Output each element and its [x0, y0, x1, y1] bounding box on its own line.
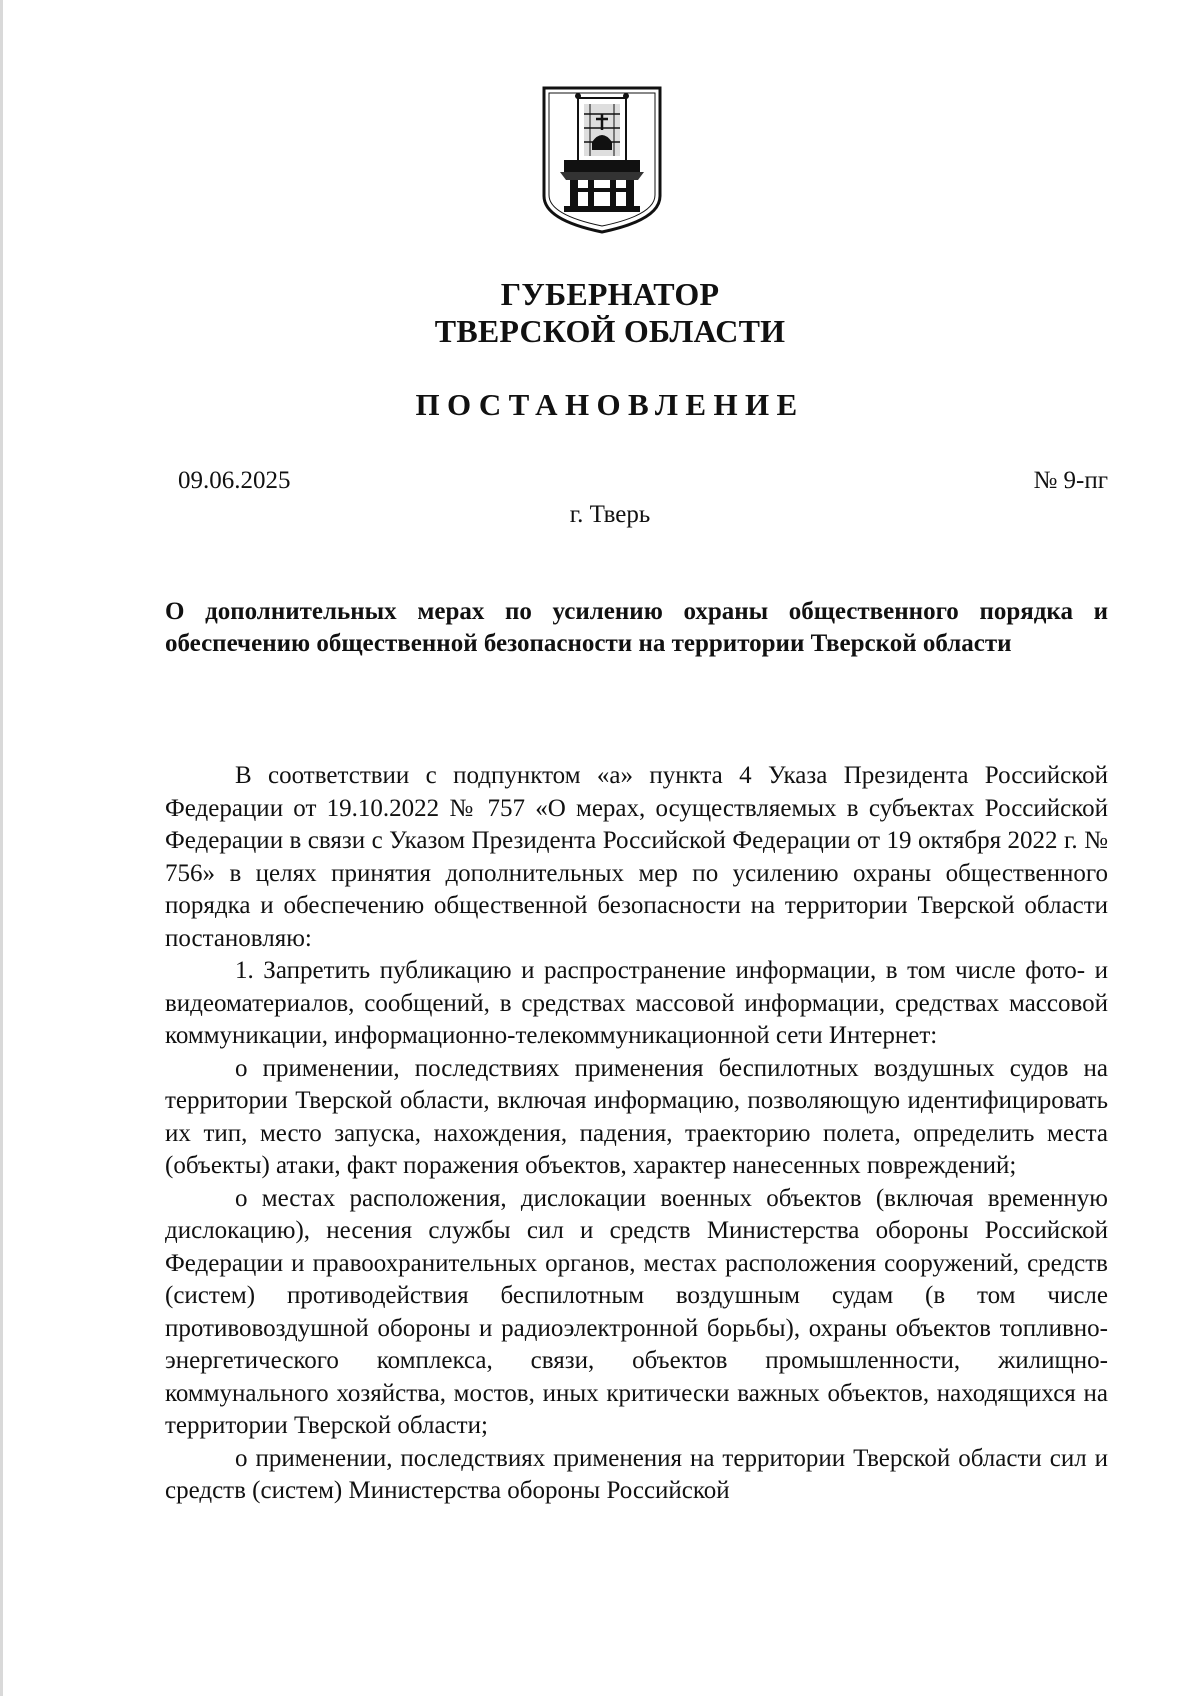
authority-line-2: ТВЕРСКОЙ ОБЛАСТИ [434, 313, 786, 349]
body-paragraph: о местах расположения, дислокации военных объектов (включая временную дислокацию), несения службы сил и средств Министерства обороны Российской Федерации и правоохранительных органов, местах расположения сооружений, средств (систем) противодействия беспилотным воздушным судам (в том числе противовоздушной обороны и радиоэлектронной борьбы), охраны объектов топливно-энергетического комплекса, связи, объектов промышленности, жилищно-коммунального хозяйства, мостов, иных критически важных объектов, находящихся на территории Тверской области; [165, 1184, 1108, 1439]
authority-line-1: ГУБЕРНАТОР [500, 276, 720, 312]
body-paragraph: 1. Запретить публикацию и распространение информации, в том числе фото- и видеоматериалов, сообщений, в средствах массовой информации, средствах массовой коммуникации, информационно-телекоммуникационной сети Интернет: [165, 957, 1108, 1049]
document-body [165, 760, 1108, 1508]
document-date: 09.06.2025 [178, 467, 291, 494]
document-type-heading: ПОСТАНОВЛЕНИЕ [415, 387, 805, 422]
document-title: О дополнительных мерах по усилению охраны общественного порядка и обеспечению общественной безопасности на территории Тверской области [165, 598, 1108, 657]
body-paragraph: о применении, последствиях применения на территории Тверской области сил и средств (систем) Министерства обороны Российской [165, 1444, 1108, 1504]
body-paragraph: В соответствии с подпунктом «а» пункта 4 Указа Президента Российской Федерации от 19.10.2022 № 757 «О мерах, осуществляемых в субъектах Российской Федерации в связи с Указом Президента Российской Федерации от 19 октября 2022 г. № 756» в целях принятия дополнительных мер по усилению охраны общественного порядка и обеспечению общественной безопасности на территории Тверской области постановляю: [165, 762, 1108, 952]
document-number: № 9-пг [1033, 467, 1108, 494]
coat-of-arms-icon [540, 84, 664, 236]
scan-edge [0, 0, 3, 1696]
document-city: г. Тверь [569, 501, 651, 528]
body-paragraph: о применении, последствиях применения беспилотных воздушных судов на территории Тверской области, включая информацию, позволяющую идентифицировать их тип, место запуска, нахождения, падения, траекторию полета, определить места (объекты) атаки, факт поражения объектов, характер нанесенных повреждений; [165, 1054, 1108, 1179]
